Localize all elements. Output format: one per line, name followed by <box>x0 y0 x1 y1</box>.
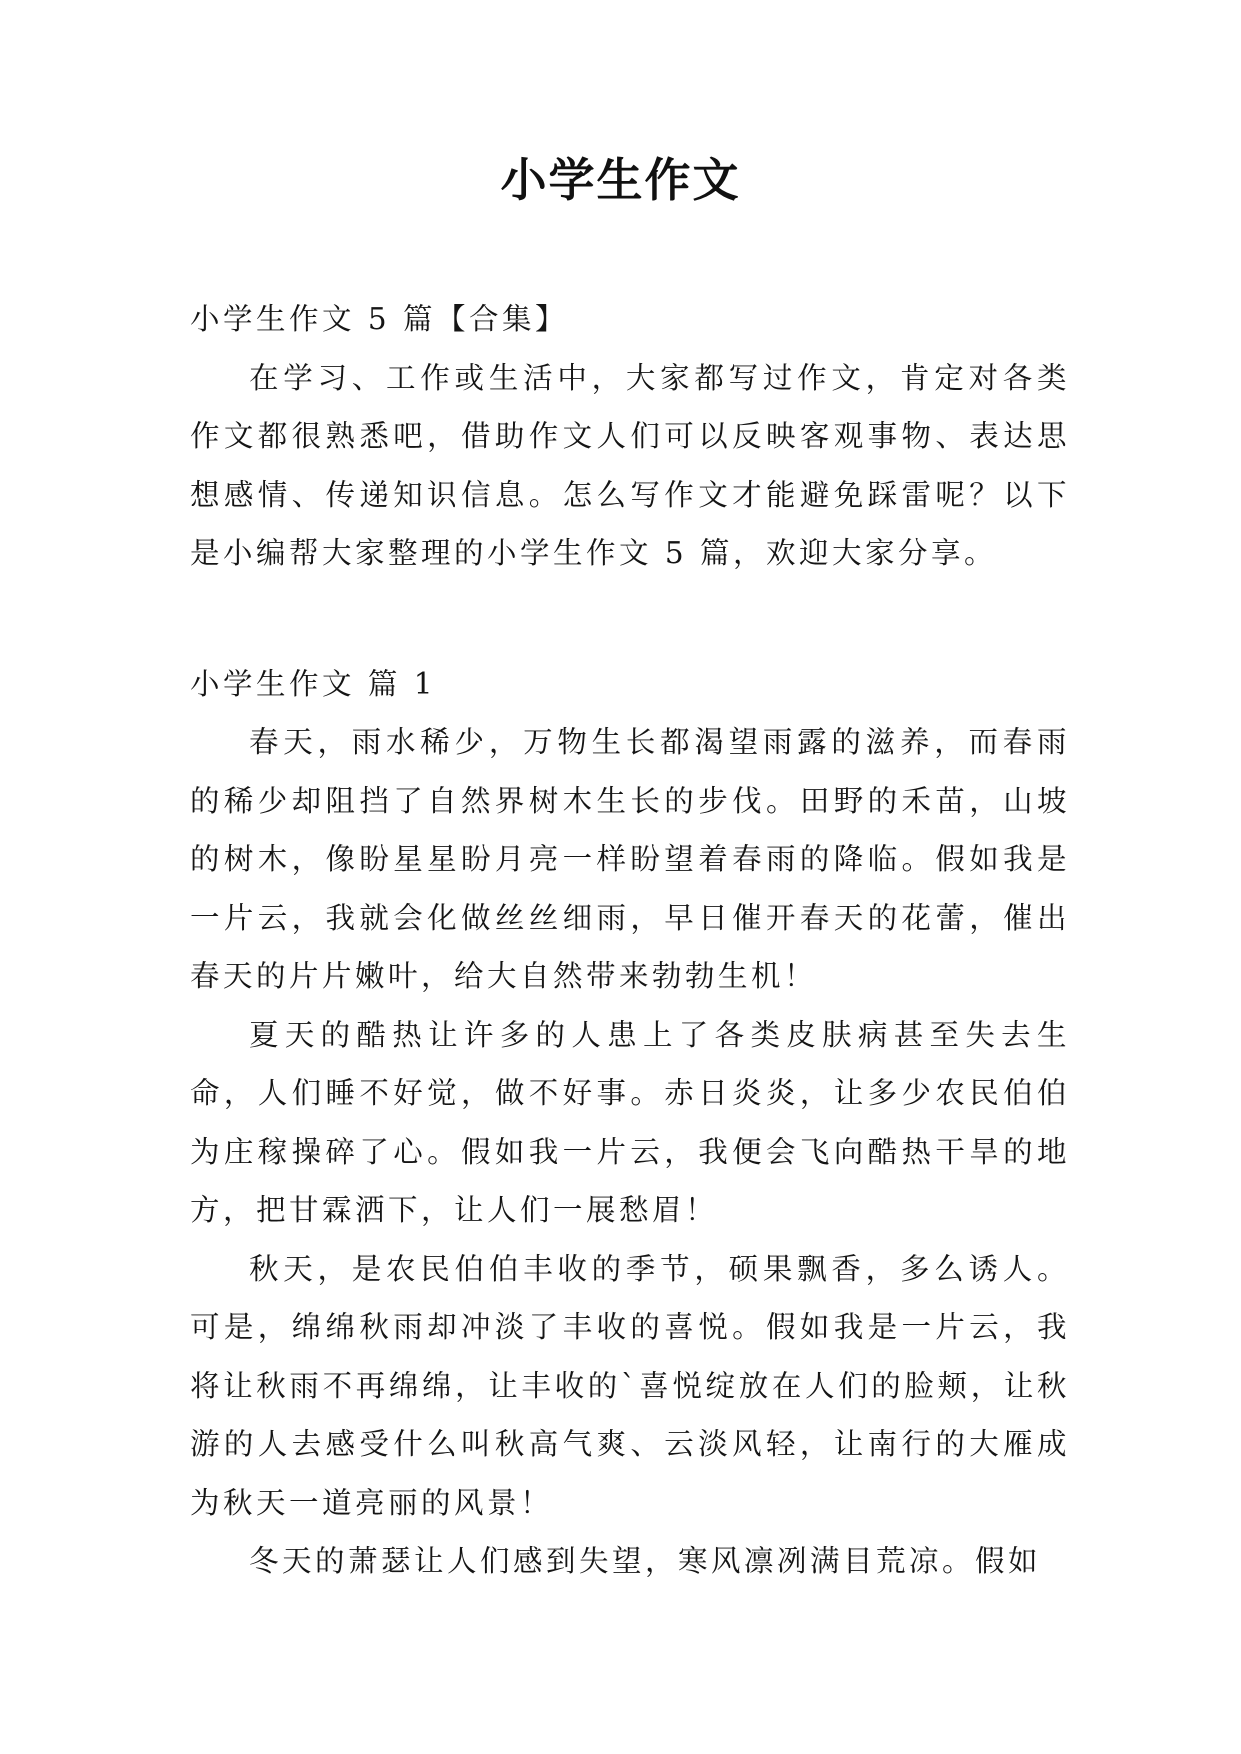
paragraph-spring: 春天，雨水稀少，万物生长都渴望雨露的滋养，而春雨的稀少却阻挡了自然界树木生长的步伐。田野的禾苗，山坡的树木，像盼星星盼月亮一样盼望着春雨的降临。假如我是一片云，我就会化做丝丝细雨，早日催开春天的花蕾，催出春天的片片嫩叶，给大自然带来勃勃生机！ <box>190 725 1070 993</box>
document-title: 小学生作文 <box>500 153 741 207</box>
paragraph-summer: 夏天的酷热让许多的人患上了各类皮肤病甚至失去生命，人们睡不好觉，做不好事。赤日炎炎，让多少农民伯伯为庄稼操碎了心。假如我一片云，我便会飞向酷热干旱的地方，把甘霖洒下，让人们一展愁眉！ <box>190 1017 1070 1227</box>
intro-paragraph: 在学习、工作或生活中，大家都写过作文，肯定对各类作文都很熟悉吧，借助作文人们可以反映客观事物、表达思想感情、传递知识信息。怎么写作文才能避免踩雷呢？以下是小编帮大家整理的小学生作文 5 篇，欢迎大家分享。 <box>190 360 1070 570</box>
section-spacer <box>190 583 1070 655</box>
paragraph-autumn: 秋天，是农民伯伯丰收的季节，硕果飘香，多么诱人。可是，绵绵秋雨却冲淡了丰收的喜悦。假如我是一片云，我将让秋雨不再绵绵，让丰收的`喜悦绽放在人们的脸颊，让秋游的人去感受什么叫秋高气爽、云淡风轻，让南行的大雁成为秋天一道亮丽的风景！ <box>190 1251 1070 1520</box>
section-heading: 小学生作文 篇 1 <box>190 666 437 701</box>
paragraph-winter: 冬天的萧瑟让人们感到失望，寒风凛冽满目荒凉。假如 <box>249 1544 1042 1578</box>
intro-heading: 小学生作文 5 篇【合集】 <box>190 302 569 336</box>
document-body <box>190 290 1070 1591</box>
